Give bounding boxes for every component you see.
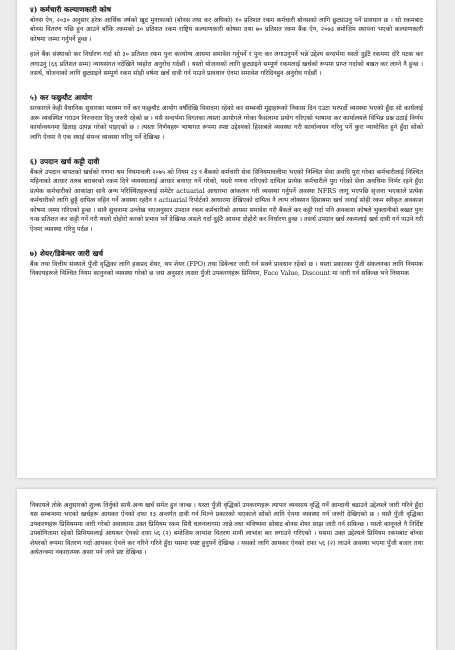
section-heading: ६) उपदान खर्च कट्टी दावी: [30, 157, 100, 167]
section-share-debenture-issue-expense: [30, 249, 423, 279]
paragraph: निकायले तोके अनुसारको शुल्क तिर्नुको साथै अन्य खर्च समेत हुन जान्छ । यस्ता पुँजी वृद्धिको उपकरणहरू त्यापार व्यवसाय वृद्धि गर्ने आम्दानी बढाउने उद्देश्यले जारी गरिने हुँदा यस सम्बन्धमा भएको खर्चहरू आयकर ऐनको दफा १३ अन्तर्गत दावी गर्न मिल्ने प्रकारको भएकाले सोको लागि ऐनमा व्यवस्था गर्न जरुरी देखिएको छ । यस्तै पुँजी वृद्धिका उपकरणहरू प्रिमियममा जारी गरेको अवस्थामा उक्त प्रिमियम रकम सिधै चलनलागमा जान्ने तथा भविष्यमा सोबाट बोनस शेयर साझ जारी गर्न सकिन्छ । यस्तो कानूनले नै निर्दिष्ट उपयोगितामा रहेको प्रिमियमलाई आयकर ऐनको दफा ५६ (२) बमोजिम लाभांश वितरण मानी लाभांश कर लगाउने गरिएको । यसमा उक्त उद्देश्यले प्रिमियम रकमबाट बोनस शेयरको रूपमा वितरण गर्दा आयकर ऐनले कर गरिने गरिने हुँदा यसमा स्पष्ट हुनुपर्ने देखिन्छ । यसको लागि आयकर ऐनको दफा ५६ (२) लाउने अवस्था भएमा पुँजी बजार तथा अथेतन्त्रमा नकारात्मक असर पर्न जाने प्रष्ट देखिन्छ ।: [30, 502, 423, 557]
paragraph: बोनस ऐन, २०३० अनुसार हरेक आर्थिक वर्षको खुद मुनाफाको (बोनस तथा कर अघिको) १० प्रतिशत रकम कर्मचारी बोनसको लागि छुट्याउनु पर्ने प्रावधान छ । सो रकमबाट बोनस वितरण पछि हुन आउने बाँकि रकमको ३० प्रतिशत रकम राष्ट्रिय कल्याणकारी कोषमा तथा ७० प्रतिशत रकम बैंक ऐन, २०७३ बमोजिम स्थापना भएको कल्याणकारी कोषमा जम्मा गर्नुपर्ने हुन्छ ।: [30, 17, 423, 43]
paragraph: बैंकले उपदान बापतको खर्चको गणना श्रम नियमावली २०७५ को नियम २३ र बैंकको कर्मचारी सेवा विनियमावलीमा भएको निश्चित सेवा अवधि पुरा गरेका कर्मचारीलाई निश्चित महिनाको आधार तलब बराबरको रकम दिने व्यवस्थालाई आधार बनाएर गर्ने गरेको, यस्तो गणना गरिएको दायित्व प्रत्येक कर्मचारीले पुरा गरेको सेवा अवधिमा निर्भर रहने हुँदा प्रत्येक कर्मचारीको आकांक्षा सावै अन्य परिस्थितहरूलाई समेटेर actuarial आधारमा आंकलन गरी व्यवस्था गर्नुपर्ने अवस्था NFRS लागू भएपछि सृजना भएकाले प्रत्येक कर्मचारीको लागि छुट्टै दायित्व वहिन गर्ने अवस्था रहदैन र actuarial रिपोर्टको आधारमा देखिएको दायित्व नै लाभ लोक्सान हिसाबमा खर्च जनाई सोही रकम स्वीकृत अवकाश कोषमा जम्मा गरिएको हुन्छ । सावै सुचनामा उल्लेख भएअनुसार उपदान रकम कर्मचारीको आयमा समावेश गरी बैंकले कर कट्टी गर्दा पनि अवकाश कोषले भुक्तानीको बखत पुनः गन्थ्र प्रतिशत कर कट्टी गर्ने गरी यस्तो दोहोरो करको प्रभाव पर्ने देखिन्छ जसले गर्दा दुईटै आयमा दोहोरो कर निर्धारण हुन्छ । तसर्थ उपदान खर्च रकमलाई खर्च दावी गर्न पाउने गरी ऐनमा व्यवस्था गरिनु पर्दछ ।: [30, 169, 423, 233]
section-heading: ७) शेयर/डिबेन्चर जारी खर्च: [30, 248, 104, 258]
document-page-1: [17, 0, 436, 478]
paragraph: सरकारले केही वैधानिक सुधारका माध्यम गर्ने कर फछ्र्यौट आयोग वर्षौंदेखि विवादमा रहेको कर सम्बन्धी मुद्दाहरूको निकास दिन एउटा भरपर्दो व्यवस्था भएको हुँदा सो कार्यलाई अरू व्यवस्थित गराउन निरन्तरता दिनु जरुरी रहेको छ । यसै सन्दर्भमा विगतका त्यस्ता आयोगले गरेका फैसलामा प्रयोग गरिएको भाषामा कर कार्यालयले विभिन्न प्रश्न उठाई निर्णय कार्यान्वयनमा ढिलाइ उत्पन्न गरेको पाइएको छ । त्यस्ता निर्णयहरू भाषागत रूपमा स्पष्ट उद्देश्यको हिसाबले व्यवस्था गरी कार्यान्वयन गरिनु पर्ने कुरा न्यायोचित हुने हुँदा सोको लागि ऐनमा नै एक स्थाई संयन्त्र व्यवस्था गरिनु पर्ने देखिन्छ ।: [30, 105, 423, 141]
paragraph: बैंक तथा वित्तीय संस्थाले पुँजी वृद्धिका लागि हकप्रद शेयर, थप शेयर (FPO) तथा डिबेन्चर जारी गर्न सक्ने प्रावधान रहेको छ । यस्ता प्रकारका पुँजी संकलनका लागि नियमक निकायहरूले निश्चित नियम कानुनको व्यवस्था गरेको छ जस अनुसार त्यस्ता पुँजी उपकरणहरू प्रिमियम, Face Value, Discount मा जारी गर्न सकिन्छ भने नियामक: [30, 260, 423, 278]
section-tax-settlement-commission: [30, 93, 423, 142]
section-heading: ४) कर्मचारी कल्याणकारी कोष: [30, 5, 112, 14]
section-gratuity-expense-claim: [30, 157, 423, 234]
paragraph: हाले बैंक संस्थाको कर निर्धारण गर्दा सो ३० प्रतिशत रकम पुनः करयोग्य आयमा समावेश गर्नुपर्ने र पुनः कर लगाउनुपर्ने भन्ने उद्देश्य सन्दर्भमा यस्तो दुईटै रकममा दोरै पटक कर लगाउनु (६६ प्रतिशत सम्म) न्यायसंगत नदेखिने व्यहोरा अनुरोध गर्दछौं । यस्तो योजनाको लागि छुट्याइने सम्पूर्ण रकमलाई खर्चको रूपमा प्राप्त गर्दाको बखत कर लाग्ने नै हुन्छ । तसर्थ, योजनाको लागि छुट्याइने सम्पूर्ण रकम सोही वर्षमा खर्च दावी गर्न पाउने प्रावधान ऐनमा समावेश गरिदिनहुन अनुरोध गर्दछौं ।: [30, 51, 423, 78]
document-page-2: [17, 489, 436, 650]
section-heading: ५) कर फछ्र्यौट आयोग: [30, 93, 93, 103]
section-employee-welfare-fund: [30, 5, 423, 78]
